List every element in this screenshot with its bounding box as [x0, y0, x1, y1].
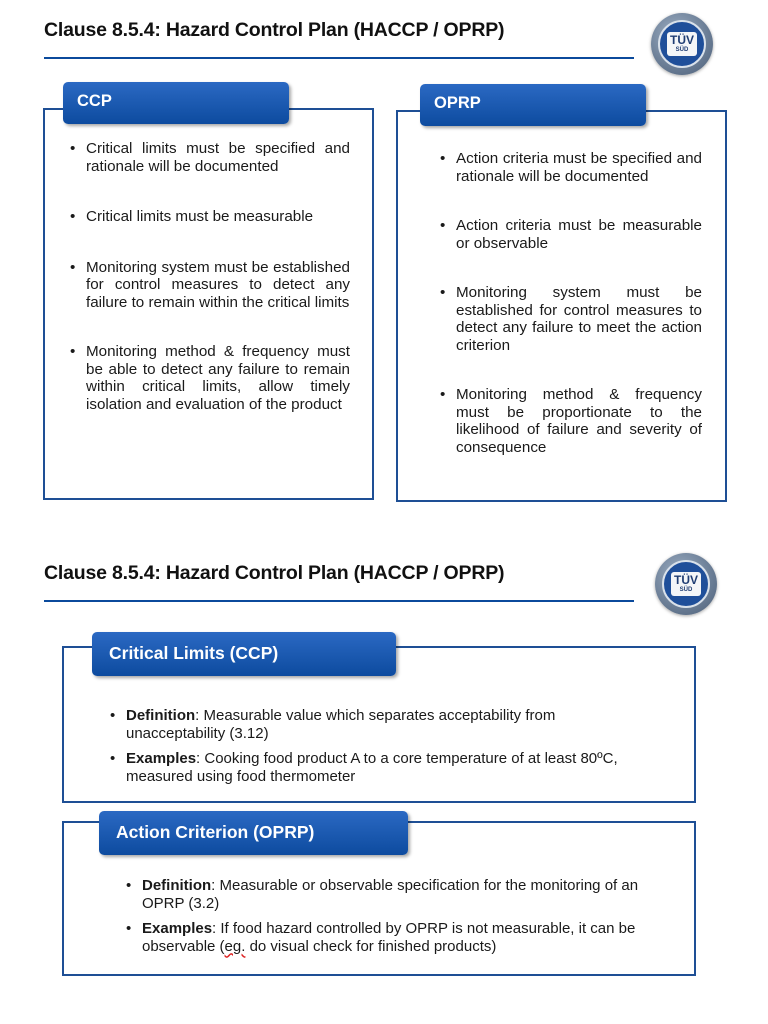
slide-title: Clause 8.5.4: Hazard Control Plan (HACCP / OPRP) — [44, 562, 505, 584]
examples-item — [126, 920, 646, 955]
ccp-requirements-list — [70, 140, 350, 445]
critical-limits-list — [110, 707, 630, 793]
definition-term: Definition — [126, 707, 196, 724]
list-item: • Monitoring system must be established for control measures to detect any failure to meet the action criterion — [440, 284, 702, 354]
oprp-panel — [396, 110, 727, 502]
examples-text: : If food hazard controlled by OPRP is not measurable, it can be observable ( — [142, 920, 636, 955]
logo-text-top: TÜV — [670, 33, 694, 47]
slide-critical-limits-action-criterion — [0, 540, 768, 1020]
definition-item — [126, 877, 646, 912]
ccp-heading-tab: CCP — [63, 82, 289, 124]
examples-text-end: do visual check for finished products) — [245, 937, 497, 955]
definition-term: Definition — [142, 877, 212, 894]
tuv-sud-logo-icon — [651, 13, 713, 75]
definition-text: : Measurable value which separates acceptability from unacceptability (3.12) — [126, 707, 556, 742]
slide-title: Clause 8.5.4: Hazard Control Plan (HACCP / OPRP) — [44, 19, 505, 41]
action-criterion-list — [126, 877, 646, 963]
definition-item — [110, 707, 630, 742]
ccp-panel — [43, 108, 374, 500]
examples-term: Examples — [142, 920, 213, 937]
action-criterion-heading-tab: Action Criterion (OPRP) — [99, 811, 408, 855]
logo-text-bottom: SÜD — [679, 587, 693, 593]
list-item: • Monitoring method & frequency must be proportionate to the likelihood of failure and severity of consequence — [440, 386, 702, 456]
spellcheck-underlined-text: eg. — [224, 937, 246, 955]
list-item: • Action criteria must be specified and rationale will be documented — [440, 150, 702, 185]
tuv-sud-logo-icon — [655, 553, 717, 615]
list-item: • Action criteria must be measurable or observable — [440, 217, 702, 252]
definition-text: : Measurable or observable specification for the monitoring of an OPRP (3.2) — [142, 877, 639, 912]
list-item: • Monitoring system must be established for control measures to detect any failure to remain within the critical limits — [70, 259, 350, 312]
oprp-heading-tab: OPRP — [420, 84, 646, 126]
title-underline — [44, 57, 634, 59]
oprp-requirements-list — [440, 150, 702, 488]
critical-limits-heading-tab: Critical Limits (CCP) — [92, 632, 396, 676]
list-item: • Monitoring method & frequency must be able to detect any failure to remain within critical limits, allow timely isolation and evaluation of the product — [70, 343, 350, 413]
logo-text-top: TÜV — [674, 573, 698, 587]
list-item: • Critical limits must be measurable — [70, 208, 350, 226]
list-item: • Critical limits must be specified and rationale will be documented — [70, 140, 350, 175]
title-underline — [44, 600, 634, 602]
examples-term: Examples — [126, 750, 197, 767]
examples-item — [110, 750, 630, 785]
examples-text: : Cooking food product A to a core temperature of at least 80ºC, measured using food thermometer — [126, 750, 618, 785]
logo-text-bottom: SÜD — [675, 47, 689, 53]
